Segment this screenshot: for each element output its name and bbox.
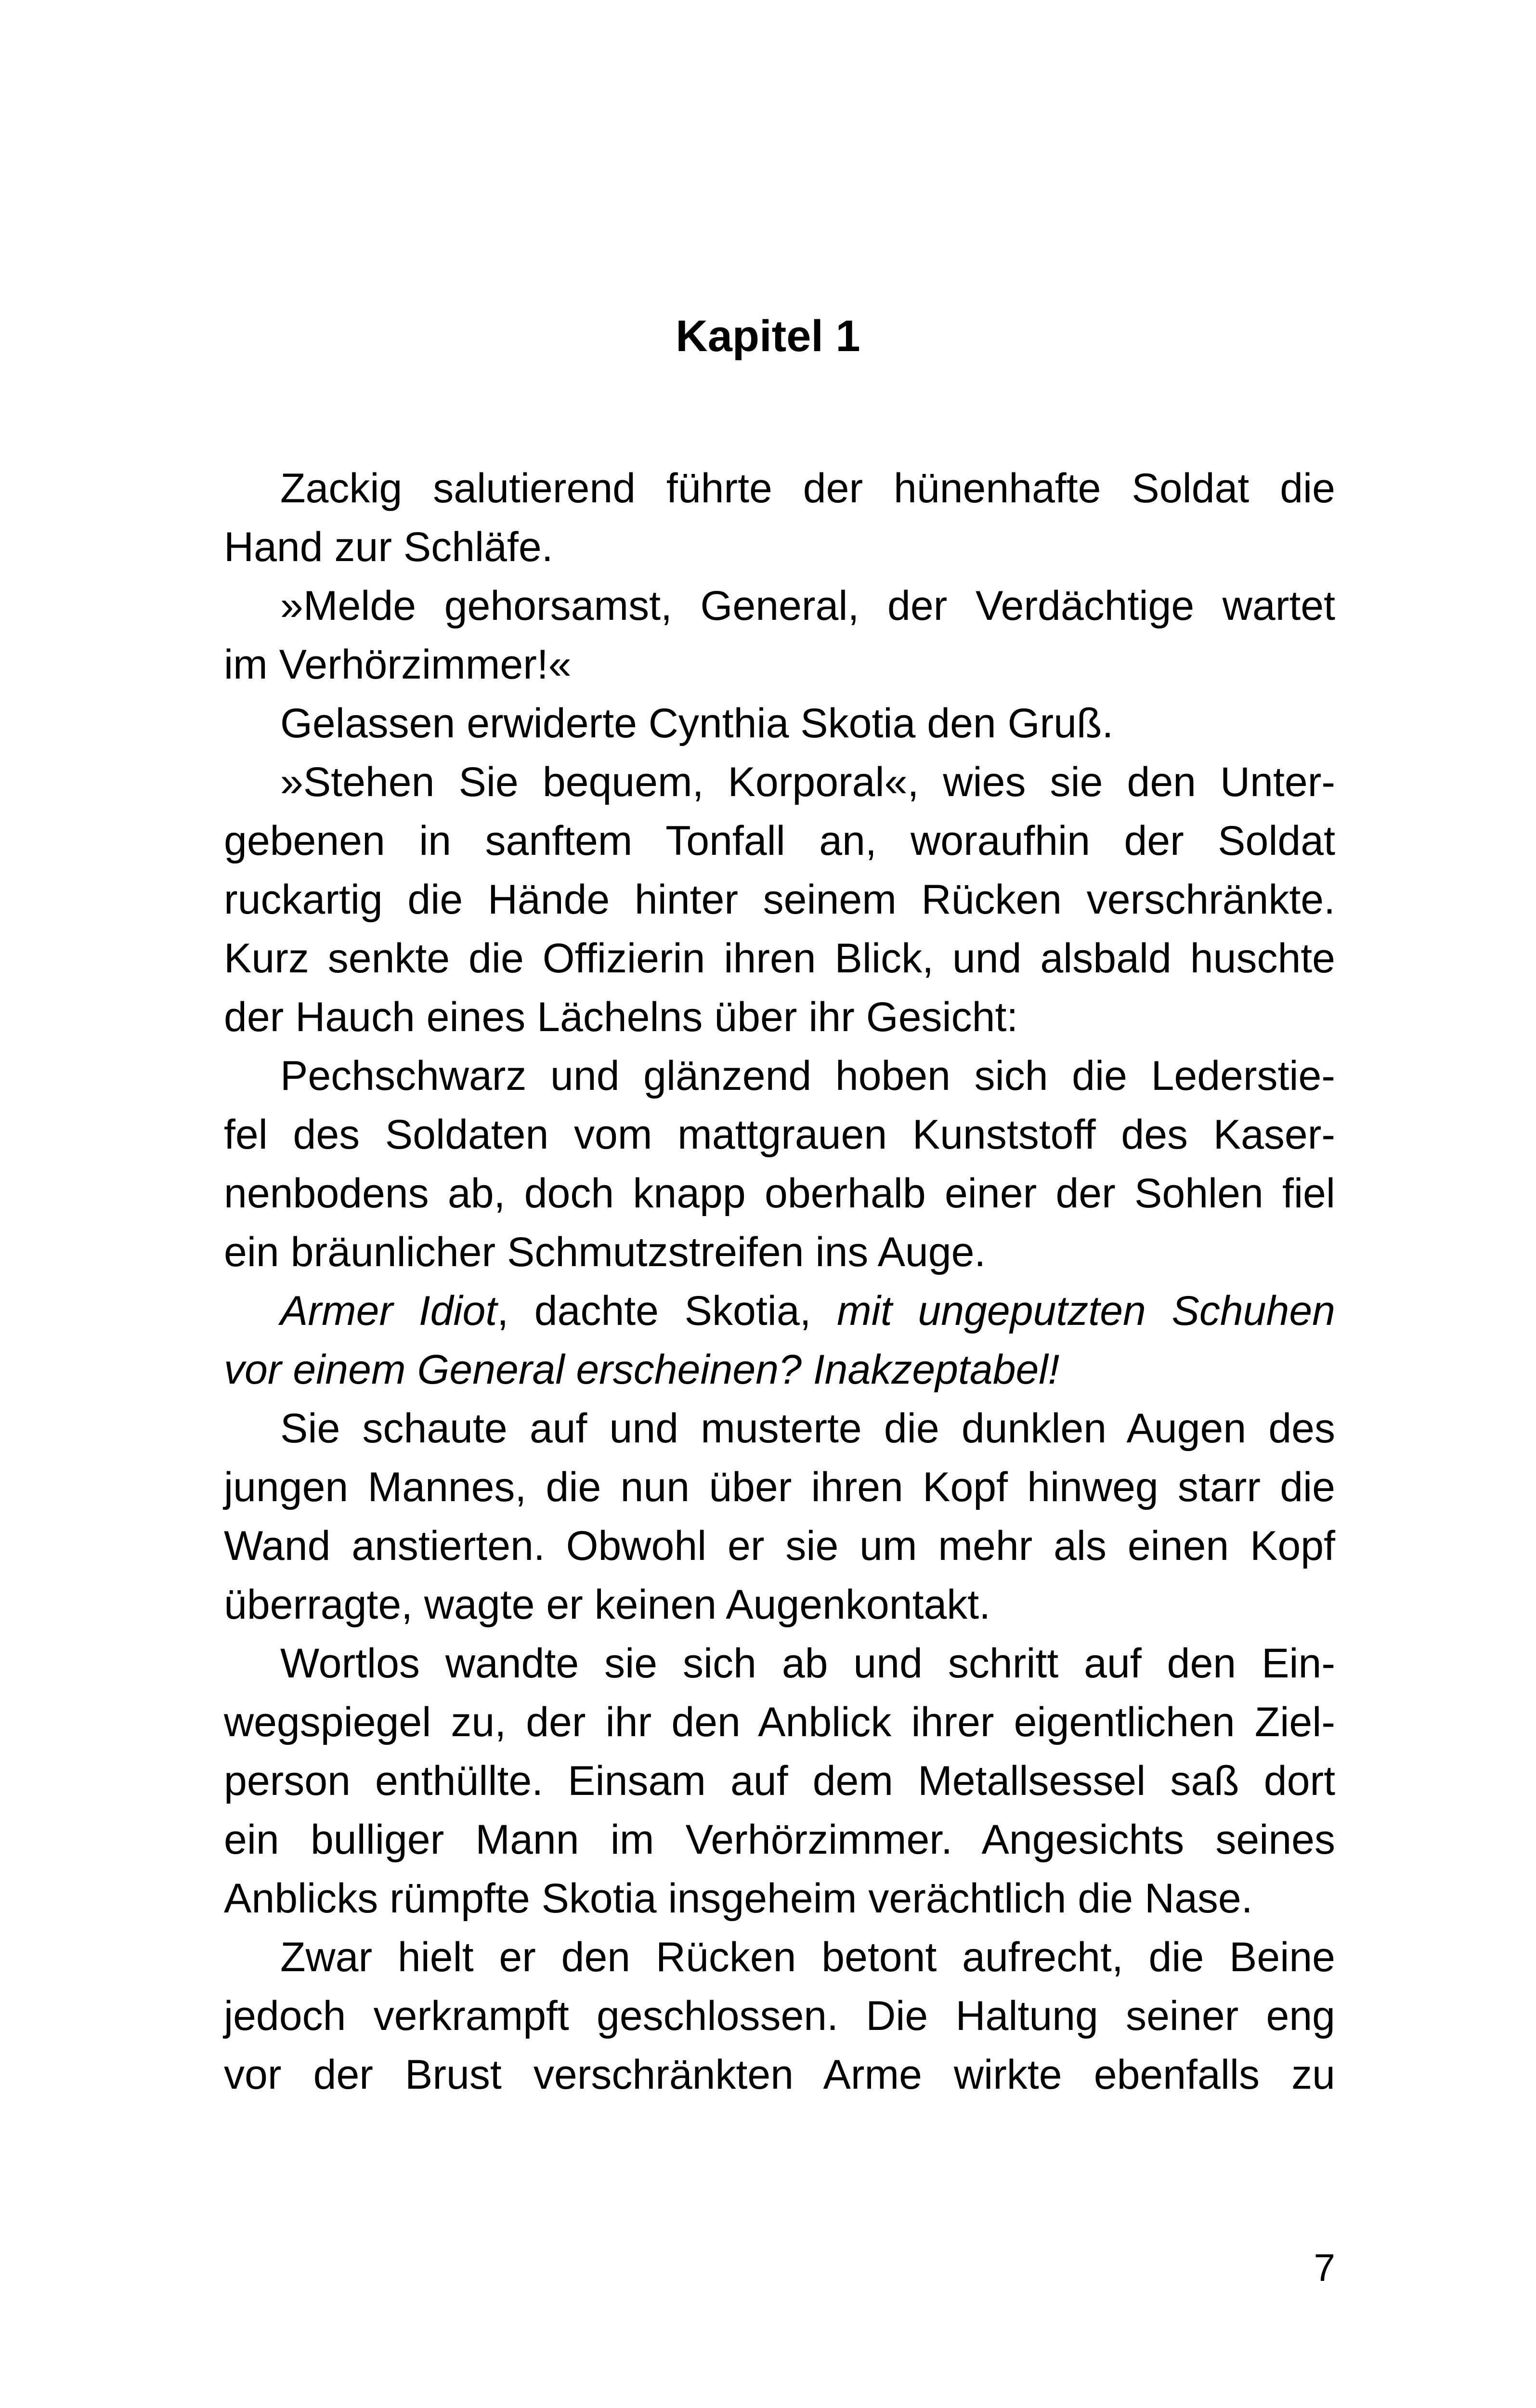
text-line: der Hauch eines Lächelns über ihr Gesicht: xyxy=(224,994,1018,1040)
text-line: Pechschwarz und glänzend hoben sich die Lederstie- xyxy=(280,1053,1335,1099)
text-line: Anblicks rümpfte Skotia insgeheim verächtlich die Nase. xyxy=(224,1875,1253,1922)
text-line: wegspiegel zu, der ihr den Anblick ihrer eigentlichen Ziel- xyxy=(224,1699,1335,1745)
text-line: Hand zur Schläfe. xyxy=(224,524,553,570)
text-line: nenbodens ab, doch knapp oberhalb einer der Sohlen fiel xyxy=(224,1170,1335,1217)
chapter-title: Kapitel 1 xyxy=(676,312,860,361)
text-line: Zwar hielt er den Rücken betont aufrecht, die Beine xyxy=(280,1934,1335,1980)
text-line: Gelassen erwiderte Cynthia Skotia den Gruß. xyxy=(280,700,1114,746)
text-line: überragte, wagte er keinen Augenkontakt. xyxy=(224,1582,991,1628)
text-line: Sie schaute auf und musterte die dunklen Augen des xyxy=(280,1405,1335,1452)
text-line: fel des Soldaten vom mattgrauen Kunststoff des Kaser- xyxy=(224,1112,1335,1158)
text-line: »Melde gehorsamst, General, der Verdächtige wartet xyxy=(280,583,1335,629)
text-line: vor einem General erscheinen? Inakzeptabel! xyxy=(224,1347,1060,1393)
text-line: person enthüllte. Einsam auf dem Metallsessel saß dort xyxy=(224,1758,1335,1804)
text-line: ruckartig die Hände hinter seinem Rücken verschränkte. xyxy=(224,877,1335,923)
text-line: Kurz senkte die Offizierin ihren Blick, und alsbald huschte xyxy=(224,935,1335,982)
text-line: vor der Brust verschränkten Arme wirkte ebenfalls zu xyxy=(224,2052,1335,2098)
text-line: »Stehen Sie bequem, Korporal«, wies sie den Unter- xyxy=(280,759,1335,805)
text-phrase: , dachte Skotia, xyxy=(497,1288,837,1334)
text-line: Wand anstierten. Obwohl er sie um mehr als einen Kopf xyxy=(224,1523,1335,1569)
text-line: jungen Mannes, die nun über ihren Kopf hinweg starr die xyxy=(224,1464,1335,1510)
text-line: Zackig salutierend führte der hünenhafte Soldat die xyxy=(280,465,1335,511)
text-line xyxy=(280,1282,1335,1340)
text-line: Wortlos wandte sie sich ab und schritt auf den Ein- xyxy=(280,1640,1335,1687)
text-line: ein bulliger Mann im Verhörzimmer. Angesichts seines xyxy=(224,1817,1335,1863)
text-line: im Verhörzimmer!« xyxy=(224,641,572,688)
text-line: jedoch verkrampft geschlossen. Die Haltung seiner eng xyxy=(224,1993,1335,2039)
text-line: gebenen in sanftem Tonfall an, woraufhin der Soldat xyxy=(224,818,1335,864)
text-line: ein bräunlicher Schmutzstreifen ins Auge. xyxy=(224,1229,986,1275)
italic-phrase: Armer Idiot xyxy=(280,1288,497,1334)
italic-phrase: mit ungeputzten Schuhen xyxy=(837,1288,1335,1334)
page-number: 7 xyxy=(1314,2246,1335,2289)
